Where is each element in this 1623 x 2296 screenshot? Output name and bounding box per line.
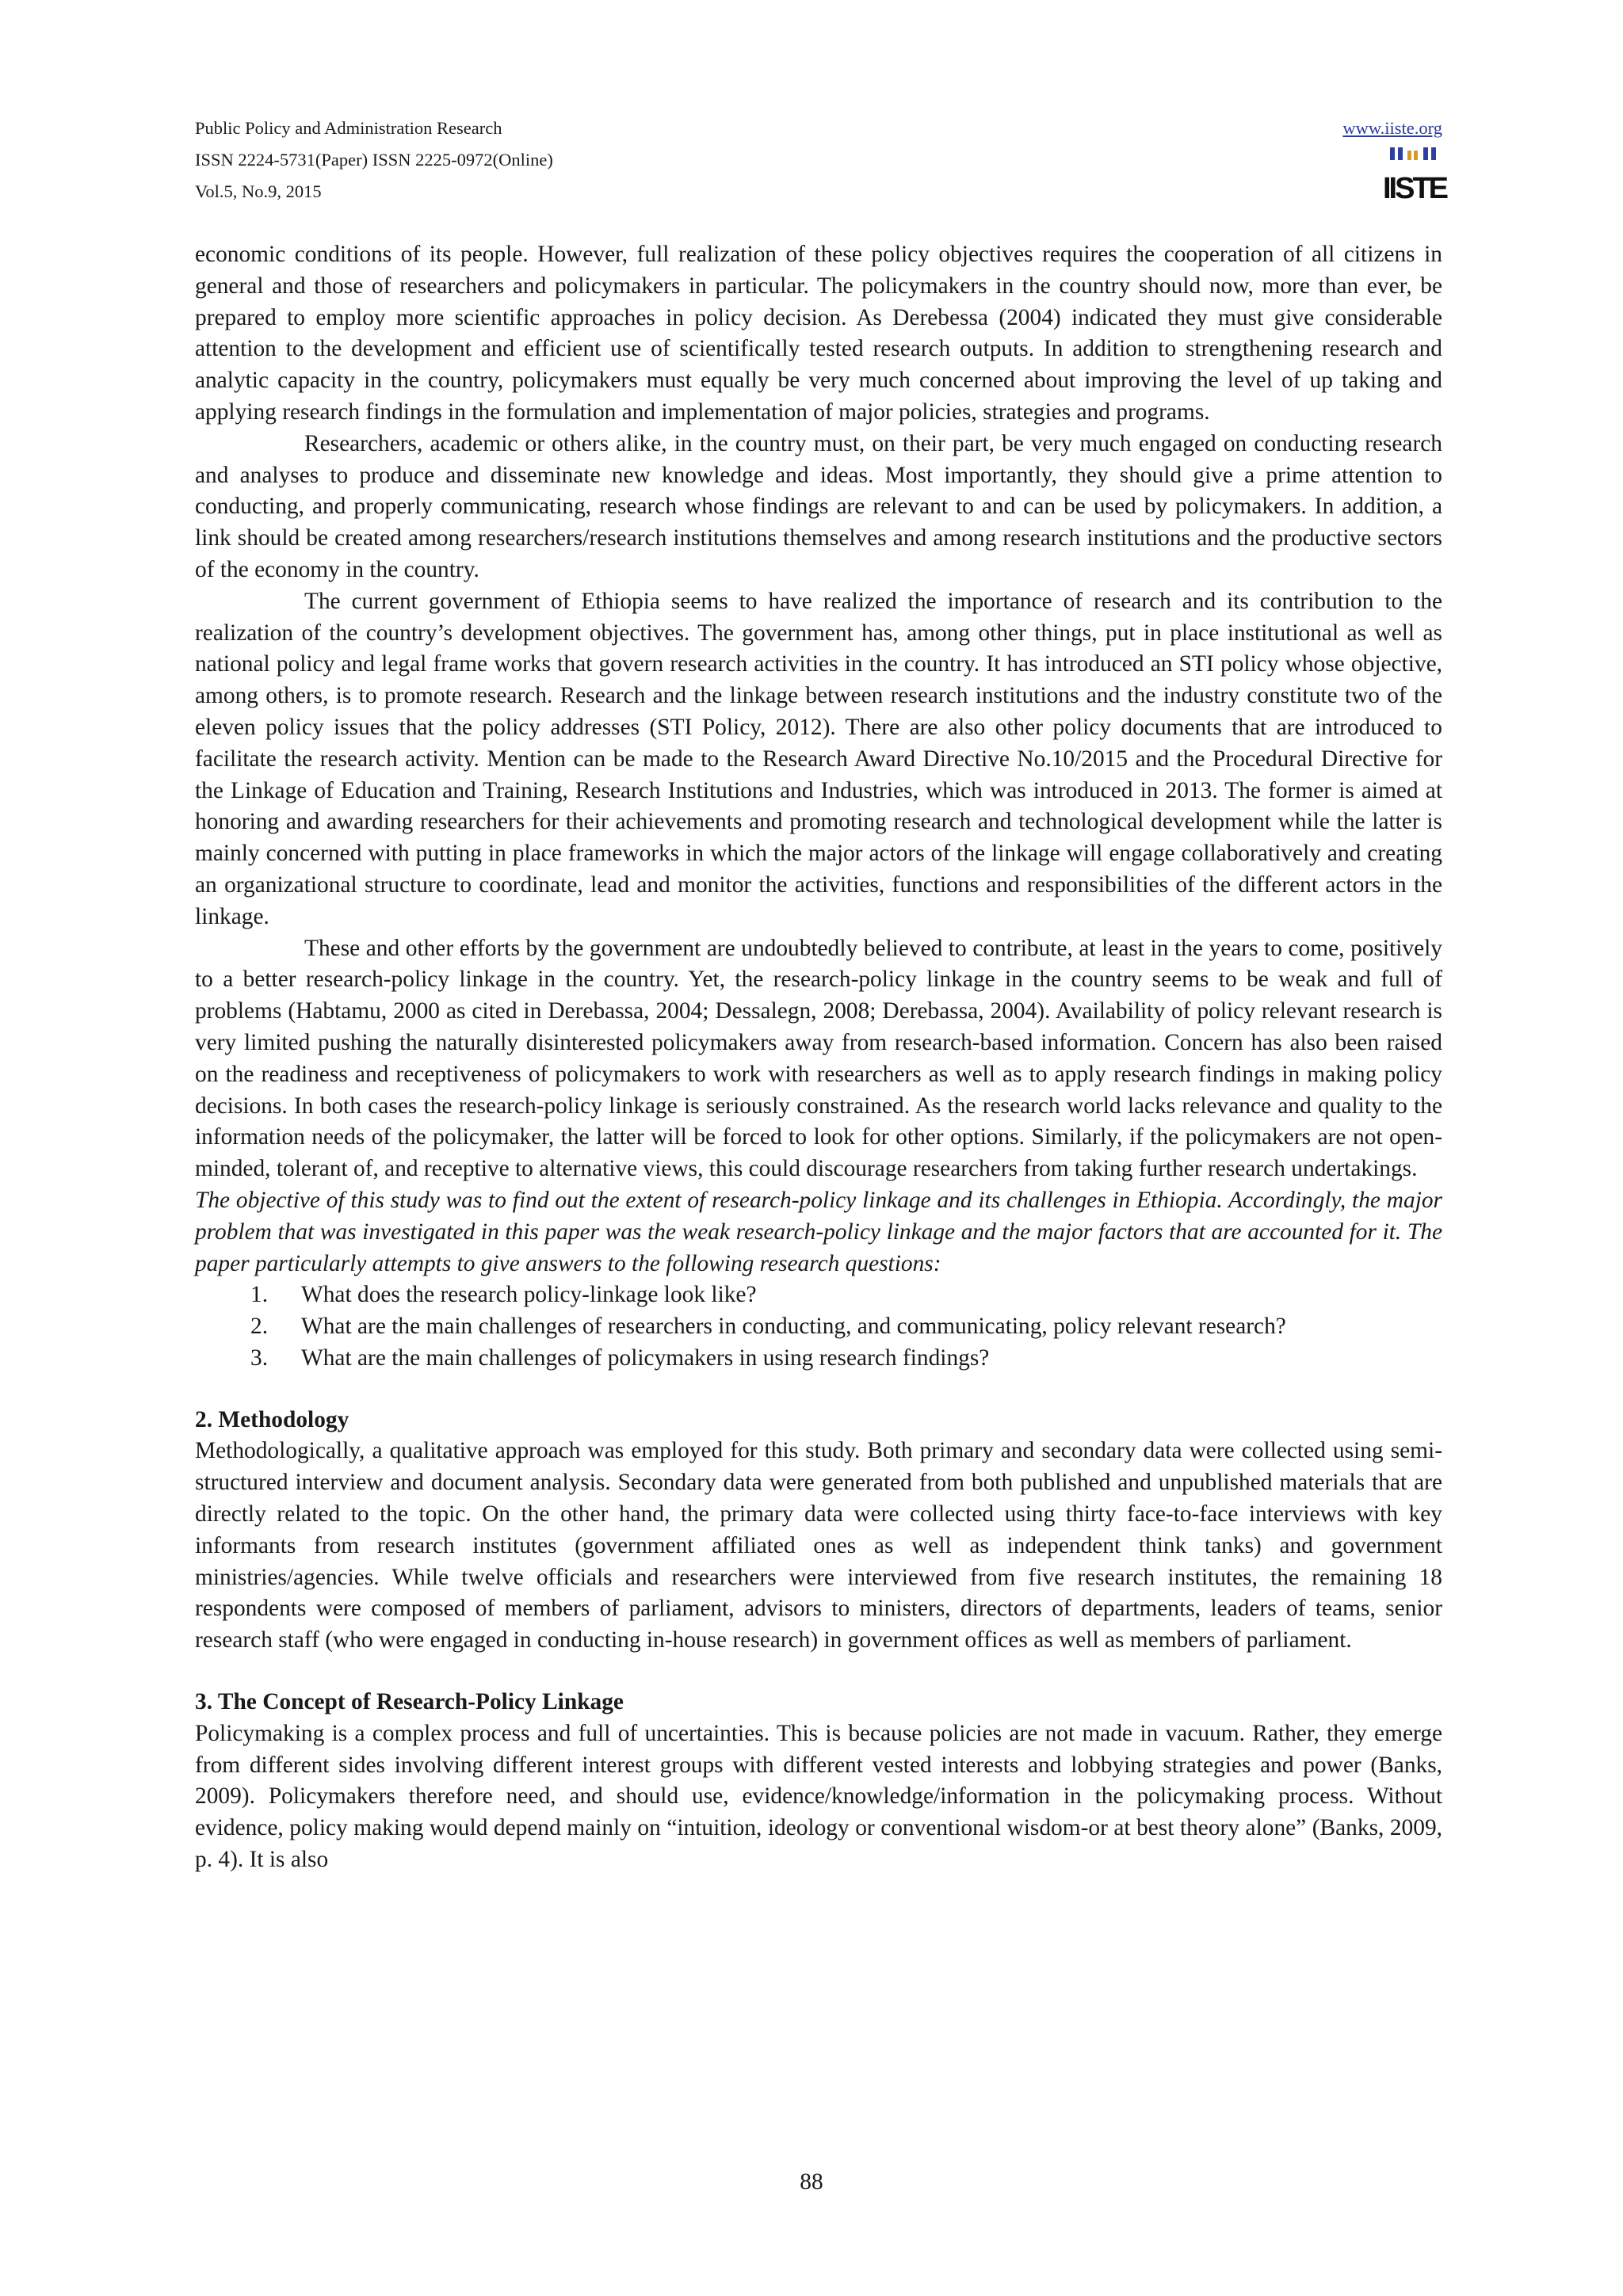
question-text: What does the research policy-linkage look like? <box>301 1282 757 1308</box>
question-text: What are the main challenges of researchers in conducting, and communicating, policy relevant research? <box>301 1314 1286 1340</box>
paragraph-2: Researchers, academic or others alike, in the country must, on their part, be very much engaged on conducting research and analyses to produce and disseminate new knowledge and ideas. Most importantly, they should give a prime attention to conducting, and properly communicating, research whose findings are relevant to and can be used by policymakers. In addition, a link should be created among researchers/research institutions themselves and among research institutions and the productive sectors of the economy in the country. <box>195 430 1442 582</box>
question-text: What are the main challenges of policymakers in using research findings? <box>301 1344 990 1371</box>
iiste-logo <box>1382 146 1447 205</box>
paragraph-4: These and other efforts by the government are undoubtedly believed to contribute, at least in the years to come, positively to a better research-policy linkage in the country. Yet, the research-policy linkage in the country seems to be weak and full of problems (Habtamu, 2000 as cited in Derebassa, 2004; Dessalegn, 2008; Derebassa, 2004). Availability of policy relevant research is very limited pushing the naturally disinterested policymakers away from research-based information. Concern has also been raised on the readiness and receptiveness of policymakers to work with researchers as well as to apply research findings in making policy decisions. In both cases the research-policy linkage is seriously constrained. As the research world lacks relevance and quality to the information needs of the policymaker, the latter will be forced to look for other options. Similarly, if the policymakers are not open-minded, tolerant of, and receptive to alternative views, this could discourage researchers from taking further research undertakings. <box>195 935 1442 1182</box>
methodology-paragraph: Methodologically, a qualitative approach was employed for this study. Both primary and secondary data were collected using semi-structured interview and document analysis. Secondary data were generated from both published and unpublished materials that are directly related to the topic. On the other hand, the primary data were collected using thirty face-to-face interviews with key informants from research institutes (government affiliated ones as well as independent think tanks) and government ministries/agencies. While twelve officials and researchers were interviewed from five research institutes, the remaining 18 respondents were composed of members of parliament, advisors to ministers, directors of departments, leaders of teams, senior research staff (who were engaged in conducting in-house research) in government offices as well as members of parliament. <box>195 1438 1442 1653</box>
question-number: 2. <box>250 1314 269 1340</box>
article-body <box>195 239 1442 1876</box>
study-objective-paragraph: The objective of this study was to find out the extent of research-policy linkage and its challenges in Ethiopia. Accordingly, the major problem that was investigated in this paper was the weak research-policy linkage and the major factors that are accounted for it. The paper particularly attempts to give answers to the following research questions: <box>195 1187 1442 1276</box>
journal-name: Public Policy and Administration Research <box>195 118 502 138</box>
question-number: 1. <box>250 1282 269 1308</box>
research-question-item <box>195 1343 1442 1375</box>
paragraph-3: The current government of Ethiopia seems to have realized the importance of research and its contribution to the realization of the country’s development objectives. The government has, among other things, put in place institutional as well as national policy and legal frame works that govern research activities in the country. It has introduced an STI policy whose objective, among others, is to promote research. Research and the linkage between research institutions and the industry constitute two of the eleven policy issues that the policy addresses (STI Policy, 2012). There are also other policy documents that are introduced to facilitate the research activity. Mention can be made to the Research Award Directive No.10/2015 and the Procedural Directive for the Linkage of Education and Training, Research Institutions and Industries, which was introduced in 2013. The former is aimed at honoring and awarding researchers for their achievements and promoting research and technological development while the latter is mainly concerned with putting in place frameworks in which the major actors of the linkage will engage collaboratively and creating an organizational structure to coordinate, lead and monitor the activities, functions and responsibilities of the different actors in the linkage. <box>195 588 1442 929</box>
journal-issn: ISSN 2224-5731(Paper) ISSN 2225-0972(Online) <box>195 150 553 170</box>
research-questions-list <box>195 1280 1442 1374</box>
journal-url-link[interactable]: www.iiste.org <box>1342 118 1442 138</box>
logo-text: IISTE <box>1382 172 1447 205</box>
question-number: 3. <box>250 1344 269 1371</box>
section-heading-methodology: 2. Methodology <box>195 1406 349 1432</box>
research-question-item <box>195 1311 1442 1343</box>
paragraph-1: economic conditions of its people. However, full realization of these policy objectives requires the cooperation of all citizens in general and those of researchers and policymakers in particular. The policymakers in the country should now, more than ever, be prepared to employ more scientific approaches in policy decision. As Derebessa (2004) indicated they must give considerable attention to the development and efficient use of scientifically tested research outputs. In addition to strengthening research and analytic capacity in the country, policymakers must equally be very much concerned about improving the level of up taking and applying research findings in the formulation and implementation of major policies, strategies and programs. <box>195 242 1442 425</box>
concept-paragraph: Policymaking is a complex process and full of uncertainties. This is because policies are not made in vacuum. Rather, they emerge from different sides involving different interest groups with different vested interests and lobbying strategies and power (Banks, 2009). Policymakers therefore need, and should use, evidence/knowledge/information in the policymaking process. Without evidence, policy making would depend mainly on “intuition, ideology or conventional wisdom-or at best theory alone” (Banks, 2009, p. 4). It is also <box>195 1720 1442 1873</box>
research-question-item <box>195 1280 1442 1311</box>
section-heading-concept: 3. The Concept of Research-Policy Linkage <box>195 1689 624 1715</box>
journal-volume: Vol.5, No.9, 2015 <box>195 181 322 201</box>
page-header <box>195 113 1447 208</box>
section-gap <box>195 1657 1442 1687</box>
page-number: 88 <box>800 2169 823 2195</box>
section-gap <box>195 1375 1442 1405</box>
